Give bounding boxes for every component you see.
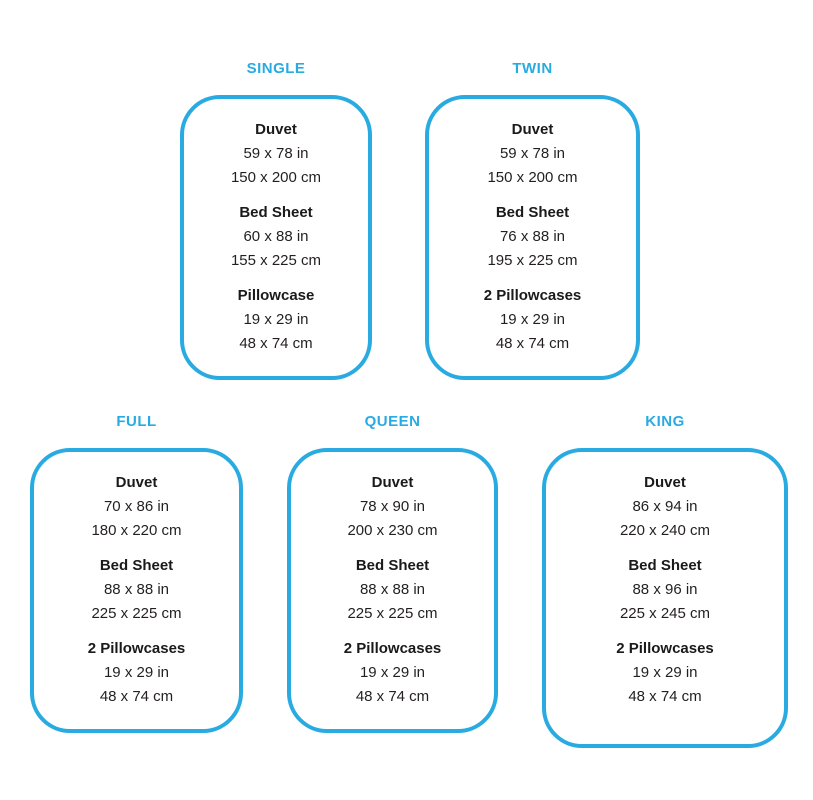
bedding-section-duvet [546, 471, 784, 543]
item-name: 2 Pillowcases [87, 640, 186, 657]
bedding-section-pillowcase [546, 637, 784, 709]
item-size-inches: 76 x 88 in [499, 228, 566, 245]
item-size-inches: 70 x 86 in [103, 498, 170, 515]
bedding-section-duvet [291, 471, 494, 543]
bedding-section-duvet [429, 118, 636, 190]
item-size-cm: 150 x 200 cm [487, 169, 578, 186]
bedding-section-duvet [184, 118, 368, 190]
size-card [287, 448, 498, 733]
size-card [30, 448, 243, 733]
bedding-section-bed-sheet [429, 201, 636, 273]
item-size-cm: 48 x 74 cm [628, 688, 702, 705]
size-label: KING [645, 413, 685, 430]
item-name: 2 Pillowcases [483, 287, 582, 304]
item-size-inches: 78 x 90 in [359, 498, 426, 515]
item-name: Bed Sheet [495, 204, 570, 221]
item-size-inches: 59 x 78 in [499, 145, 566, 162]
item-name: Duvet [511, 121, 554, 138]
size-group-king [542, 413, 788, 748]
bedding-section-bed-sheet [184, 201, 368, 273]
item-size-inches: 19 x 29 in [632, 664, 698, 681]
item-size-cm: 48 x 74 cm [99, 688, 174, 705]
size-group-full [30, 413, 243, 733]
item-name: Bed Sheet [355, 557, 430, 574]
size-card [180, 95, 372, 380]
item-name: Bed Sheet [628, 557, 702, 574]
item-size-cm: 220 x 240 cm [619, 522, 711, 539]
item-size-cm: 155 x 225 cm [230, 252, 322, 269]
item-size-cm: 180 x 220 cm [91, 522, 182, 539]
bedding-section-duvet [34, 471, 239, 543]
item-size-cm: 48 x 74 cm [355, 688, 430, 705]
item-size-inches: 59 x 78 in [243, 145, 309, 162]
item-name: 2 Pillowcases [343, 640, 442, 657]
size-card [542, 448, 788, 748]
item-name: Pillowcase [237, 287, 315, 304]
bedding-section-pillowcase [184, 284, 368, 356]
size-group-queen [287, 413, 498, 733]
item-name: Bed Sheet [99, 557, 174, 574]
item-size-cm: 48 x 74 cm [239, 335, 313, 352]
bedding-section-pillowcase [34, 637, 239, 709]
item-size-cm: 225 x 245 cm [619, 605, 711, 622]
item-name: Duvet [644, 474, 686, 491]
item-size-cm: 225 x 225 cm [91, 605, 182, 622]
item-name: Duvet [255, 121, 297, 138]
item-size-inches: 19 x 29 in [243, 311, 309, 328]
size-label: TWIN [512, 60, 553, 77]
item-name: Bed Sheet [239, 204, 313, 221]
size-label: FULL [116, 413, 157, 430]
size-label: SINGLE [246, 60, 306, 77]
bedding-section-bed-sheet [34, 554, 239, 626]
item-size-inches: 88 x 96 in [632, 581, 698, 598]
item-size-inches: 19 x 29 in [103, 664, 170, 681]
item-size-cm: 150 x 200 cm [230, 169, 322, 186]
bedding-section-bed-sheet [546, 554, 784, 626]
item-size-inches: 88 x 88 in [359, 581, 426, 598]
item-size-inches: 86 x 94 in [632, 498, 698, 515]
item-size-inches: 60 x 88 in [243, 228, 309, 245]
item-name: Duvet [371, 474, 414, 491]
bedding-section-pillowcase [291, 637, 494, 709]
item-name: Duvet [115, 474, 158, 491]
size-card [425, 95, 640, 380]
item-size-inches: 19 x 29 in [359, 664, 426, 681]
size-label: QUEEN [364, 413, 421, 430]
item-name: 2 Pillowcases [616, 640, 714, 657]
item-size-cm: 225 x 225 cm [347, 605, 438, 622]
item-size-inches: 88 x 88 in [103, 581, 170, 598]
size-group-single [180, 60, 372, 380]
item-size-inches: 19 x 29 in [499, 311, 566, 328]
size-group-twin [425, 60, 640, 380]
bedding-section-pillowcase [429, 284, 636, 356]
item-size-cm: 200 x 230 cm [347, 522, 438, 539]
item-size-cm: 195 x 225 cm [487, 252, 578, 269]
bedding-section-bed-sheet [291, 554, 494, 626]
item-size-cm: 48 x 74 cm [495, 335, 570, 352]
